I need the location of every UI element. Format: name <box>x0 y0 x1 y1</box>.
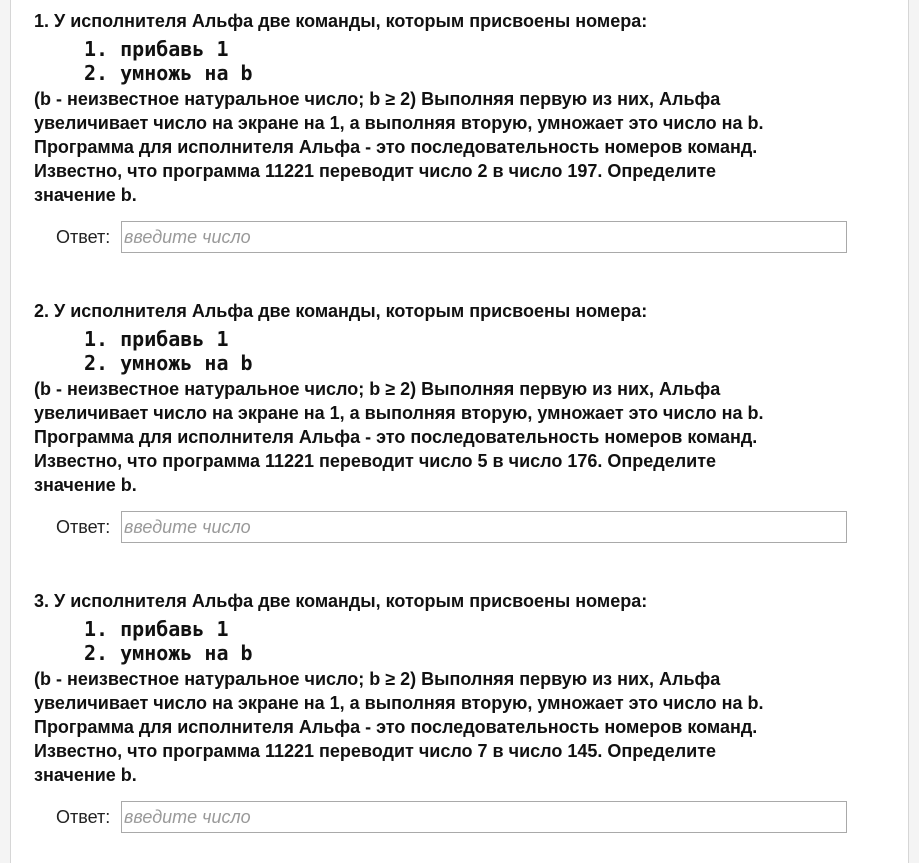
description-line: Известно, что программа 11221 переводит число 5 в число 176. Определите <box>34 451 717 471</box>
description-line: Известно, что программа 11221 переводит число 2 в число 197. Определите <box>34 161 717 181</box>
description-line: увеличивает число на экране на 1, а выполняя вторую, умножает это число на b. <box>34 403 764 423</box>
task-2 <box>34 299 884 543</box>
answer-label: Ответ: <box>56 517 111 537</box>
answer-input[interactable] <box>121 221 847 253</box>
task-description <box>34 87 884 207</box>
answer-row <box>34 221 884 253</box>
description-line: Программа для исполнителя Альфа - это последовательность номеров команд. <box>34 717 758 737</box>
description-line: (b - неизвестное натуральное число; b ≥ 2) Выполняя первую из них, Альфа <box>34 89 721 109</box>
description-line: значение b. <box>34 185 137 205</box>
answer-label: Ответ: <box>56 227 111 247</box>
task-title: 3. У исполнителя Альфа две команды, которым присвоены номера: <box>34 591 648 611</box>
description-line: Известно, что программа 11221 переводит число 7 в число 145. Определите <box>34 741 717 761</box>
task-3 <box>34 589 884 833</box>
description-line: (b - неизвестное натуральное число; b ≥ 2) Выполняя первую из них, Альфа <box>34 669 721 689</box>
answer-input[interactable] <box>121 511 847 543</box>
command-item: 2. умножь на b <box>84 351 253 375</box>
command-item: 1. прибавь 1 <box>84 327 229 351</box>
task-title: 1. У исполнителя Альфа две команды, которым присвоены номера: <box>34 11 648 31</box>
description-line: увеличивает число на экране на 1, а выполняя вторую, умножает это число на b. <box>34 113 764 133</box>
task-title: 2. У исполнителя Альфа две команды, которым присвоены номера: <box>34 301 648 321</box>
task-description <box>34 667 884 787</box>
command-list <box>84 37 884 85</box>
command-list <box>84 327 884 375</box>
command-item: 1. прибавь 1 <box>84 37 229 61</box>
command-item: 2. умножь на b <box>84 641 253 665</box>
task-description <box>34 377 884 497</box>
answer-label: Ответ: <box>56 807 111 827</box>
answer-row <box>34 511 884 543</box>
answer-row <box>34 801 884 833</box>
command-item: 1. прибавь 1 <box>84 617 229 641</box>
description-line: значение b. <box>34 765 137 785</box>
task-1 <box>34 9 884 253</box>
answer-input[interactable] <box>121 801 847 833</box>
command-list <box>84 617 884 665</box>
description-line: Программа для исполнителя Альфа - это последовательность номеров команд. <box>34 137 758 157</box>
description-line: значение b. <box>34 475 137 495</box>
description-line: Программа для исполнителя Альфа - это последовательность номеров команд. <box>34 427 758 447</box>
command-item: 2. умножь на b <box>84 61 253 85</box>
description-line: увеличивает число на экране на 1, а выполняя вторую, умножает это число на b. <box>34 693 764 713</box>
worksheet-page <box>10 0 909 863</box>
description-line: (b - неизвестное натуральное число; b ≥ 2) Выполняя первую из них, Альфа <box>34 379 721 399</box>
